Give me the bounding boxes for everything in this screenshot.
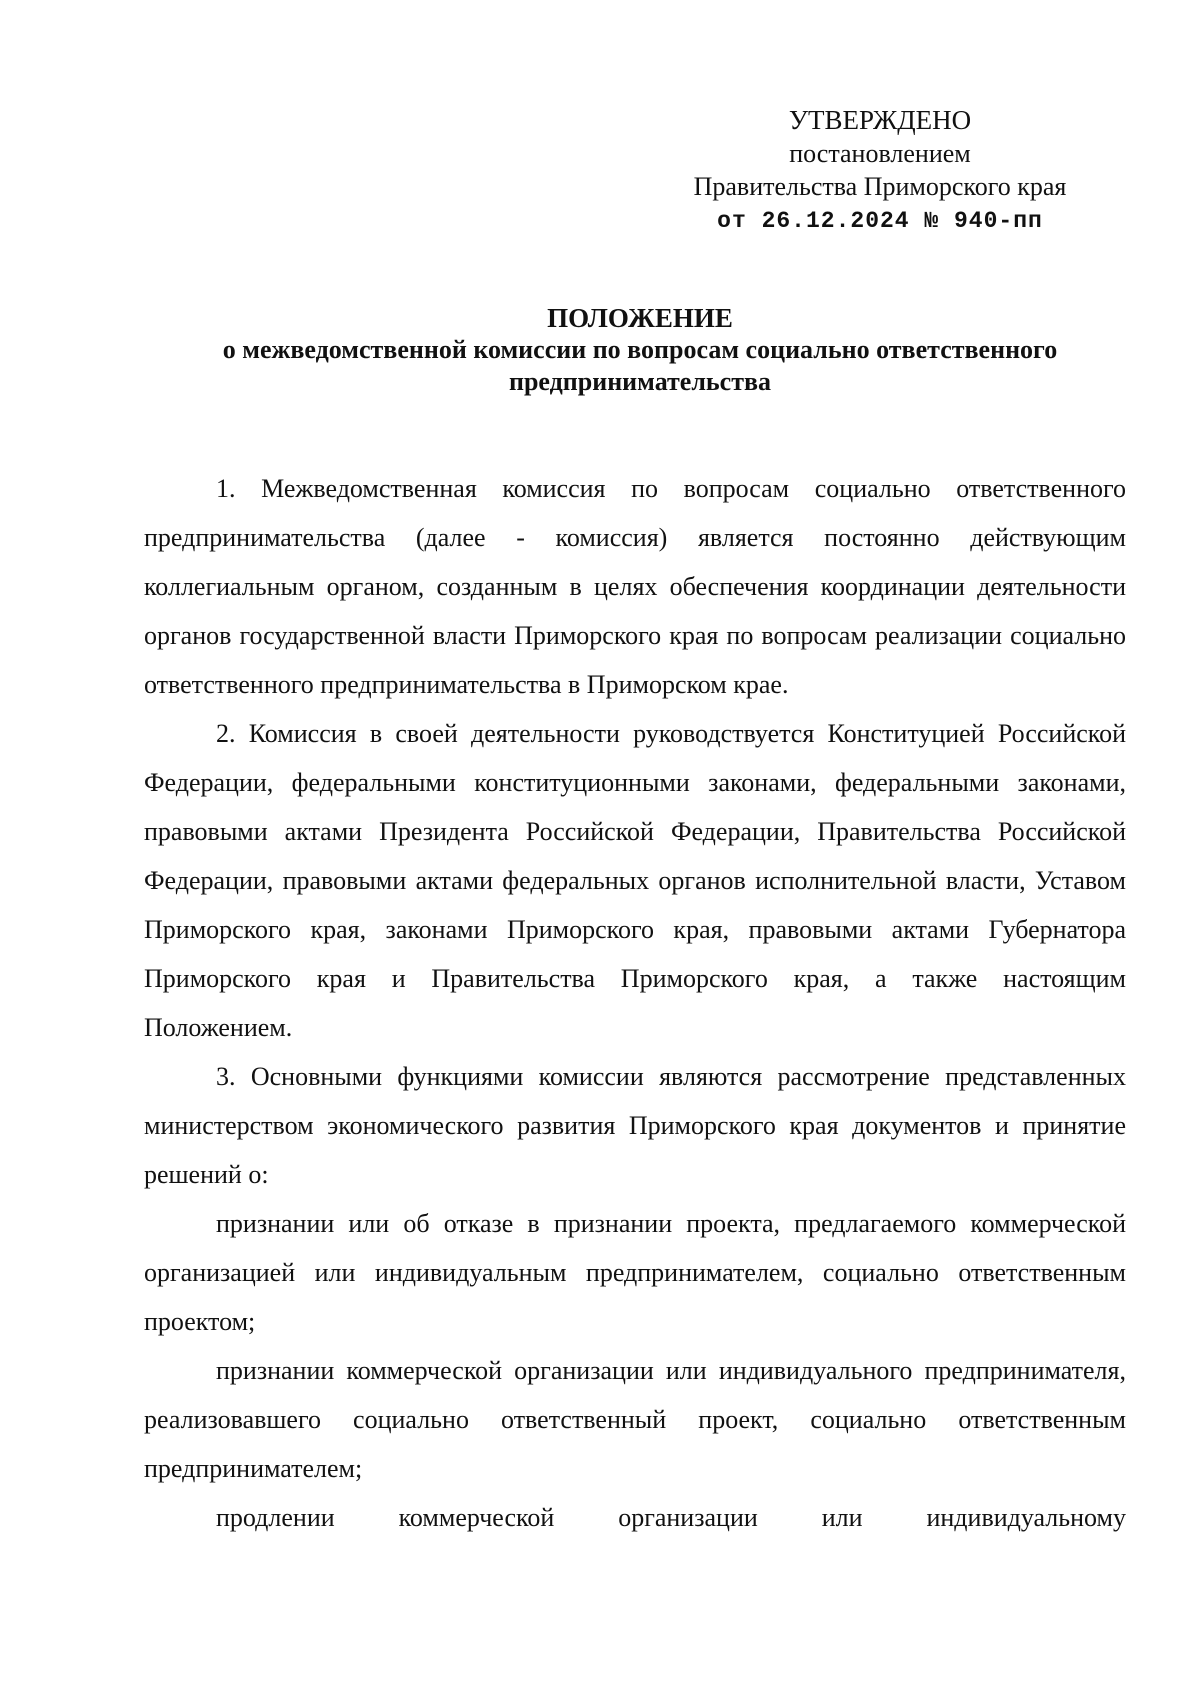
document-title: ПОЛОЖЕНИЕ xyxy=(547,303,733,333)
paragraph-1: 1. Межведомственная комиссия по вопросам социально ответственного предпринимательства (далее - комиссия) является постоянно действующим коллегиальным органом, созданным в целях обеспечения координации деятельности органов государственной власти Приморского края по вопросам реализации социально ответственного предпринимательства в Приморском крае. xyxy=(144,474,1126,699)
paragraph-3-item-3: продлении коммерческой организации или индивидуальному xyxy=(216,1503,1126,1532)
document-subtitle-line-2: предпринимательства xyxy=(508,367,772,396)
paragraph-3: 3. Основными функциями комиссии являются рассмотрение представленных министерством экономического развития Приморского края документов и принятие решений о: xyxy=(144,1062,1126,1189)
approval-date-number: от 26.12.2024 № 940-пп xyxy=(717,208,1043,234)
approval-line-resolution: постановлением xyxy=(789,139,971,168)
approval-stamp xyxy=(600,104,1160,238)
paragraph-3-item-2: признании коммерческой организации или индивидуального предпринимателя, реализовавшего социально ответственный проект, социально ответственным предпринимателем; xyxy=(144,1356,1126,1483)
paragraph-3-item-1: признании или об отказе в признании проекта, предлагаемого коммерческой организацией или индивидуальным предпринимателем, социально ответственным проектом; xyxy=(144,1209,1126,1336)
approval-line-government: Правительства Приморского края xyxy=(693,172,1067,201)
document-body xyxy=(144,464,1126,1542)
document-subtitle-line-1: о межведомственной комиссии по вопросам социально ответственного xyxy=(222,335,1058,364)
approval-title: УТВЕРЖДЕНО xyxy=(788,105,972,135)
document-heading xyxy=(100,302,1180,398)
paragraph-2: 2. Комиссия в своей деятельности руководствуется Конституцией Российской Федерации, федеральными конституционными законами, федеральными законами, правовыми актами Президента Российской Федерации, Правительства Российской Федерации, правовыми актами федеральных органов исполнительной власти, Уставом Приморского края, законами Приморского края, правовыми актами Губернатора Приморского края и Правительства Приморского края, а также настоящим Положением. xyxy=(144,719,1126,1042)
